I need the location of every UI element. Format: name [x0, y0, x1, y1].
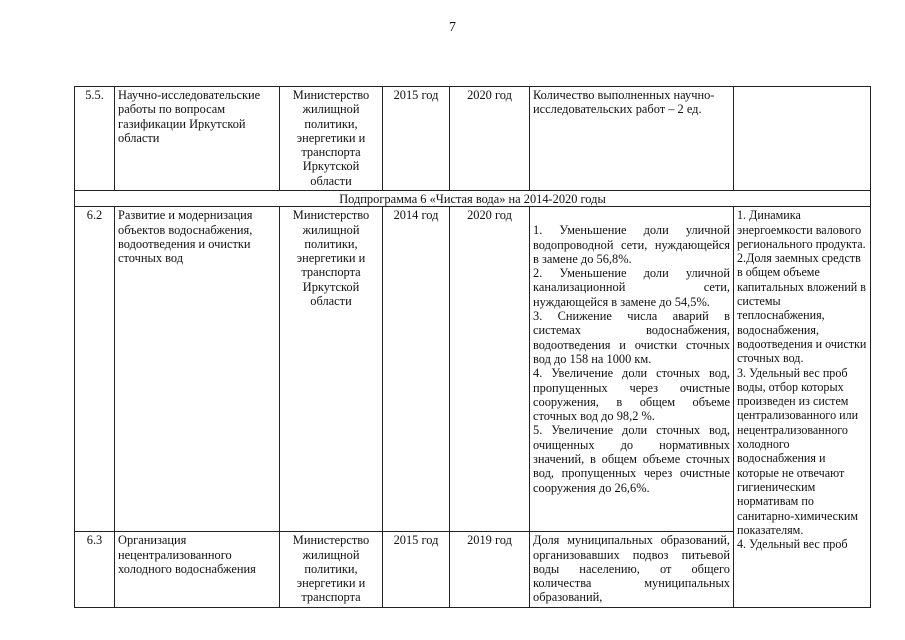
indicator-item: 1. Динамика энергоемкости валового регионального продукта.: [737, 208, 866, 251]
result-cell: Доля муниципальных образований, организовавших подвоз питьевой воды населению, от общего количества муниципальных образований,: [530, 532, 734, 608]
result-item: 3. Снижение числа аварий в системах водоснабжения, водоотведения и очистки сточных вод до 158 на 1000 км.: [533, 309, 730, 366]
result-item: 4. Увеличение доли сточных вод, пропущенных через очистные сооружения, в общем объеме сточных вод до 98,2 %.: [533, 366, 730, 424]
start-year-cell: 2015 год: [383, 87, 450, 191]
subprogram-title: Подпрограмма 6 «Чистая вода» на 2014-2020 годы: [75, 191, 871, 207]
result-item: 5. Увеличение доли сточных вод, очищенных до нормативных значений, в общем объеме сточных вод, пропущенных через очистные сооружения до 26,6%.: [533, 423, 730, 495]
row-number-cell: 5.5.: [75, 87, 115, 191]
result-item: 1. Уменьшение доли уличной водопроводной сети, нуждающейся в замене до 56,8%.: [533, 223, 730, 266]
executor-cell: Министерство жилищной политики, энергетики и транспорта Иркутской области: [280, 207, 383, 532]
end-year-cell: 2020 год: [450, 207, 530, 532]
indicator-cell: [734, 87, 871, 191]
indicator-item: 3. Удельный вес проб воды, отбор которых произведен из систем централизованного или нецентрализованного холодного водоснабжения и которые не отвечают гигиеническим нормативам по санитарно-химическим показателям.: [737, 365, 859, 537]
executor-cell: Министерство жилищной политики, энергетики и транспорта: [280, 532, 383, 608]
indicator-item: 4. Удельный вес проб: [737, 537, 848, 552]
result-cell: Количество выполненных научно-исследовательских работ – 2 ед.: [530, 87, 734, 191]
start-year-cell: 2014 год: [383, 207, 450, 532]
executor-cell: Министерство жилищной политики, энергетики и транспорта Иркутской области: [280, 87, 383, 191]
page-number: 7: [449, 20, 456, 35]
table-row: [75, 87, 871, 191]
activity-name-cell: Организация нецентрализованного холодного водоснабжения: [115, 532, 280, 608]
start-year-cell: 2015 год: [383, 532, 450, 608]
activity-name-cell: Научно-исследовательские работы по вопросам газификации Иркутской области: [115, 87, 280, 191]
program-table: [74, 86, 871, 608]
activity-name-cell: Развитие и модернизация объектов водоснабжения, водоотведения и очистки сточных вод: [115, 207, 280, 532]
indicator-cell: [734, 207, 871, 608]
row-number-cell: 6.3: [75, 532, 115, 608]
result-cell: [530, 207, 734, 532]
end-year-cell: 2019 год: [450, 532, 530, 608]
row-number-cell: 6.2: [75, 207, 115, 532]
subprogram-header-row: [75, 191, 871, 207]
table-row: [75, 207, 871, 532]
end-year-cell: 2020 год: [450, 87, 530, 191]
result-item: 2. Уменьшение доли уличной канализационной сети, нуждающейся в замене до 54,5%.: [533, 266, 730, 309]
indicator-item: 2.Доля заемных средств в общем объеме капитальных вложений в системы теплоснабжения, водоснабжения, водоотведения и очистки сточных вод.: [737, 251, 867, 366]
